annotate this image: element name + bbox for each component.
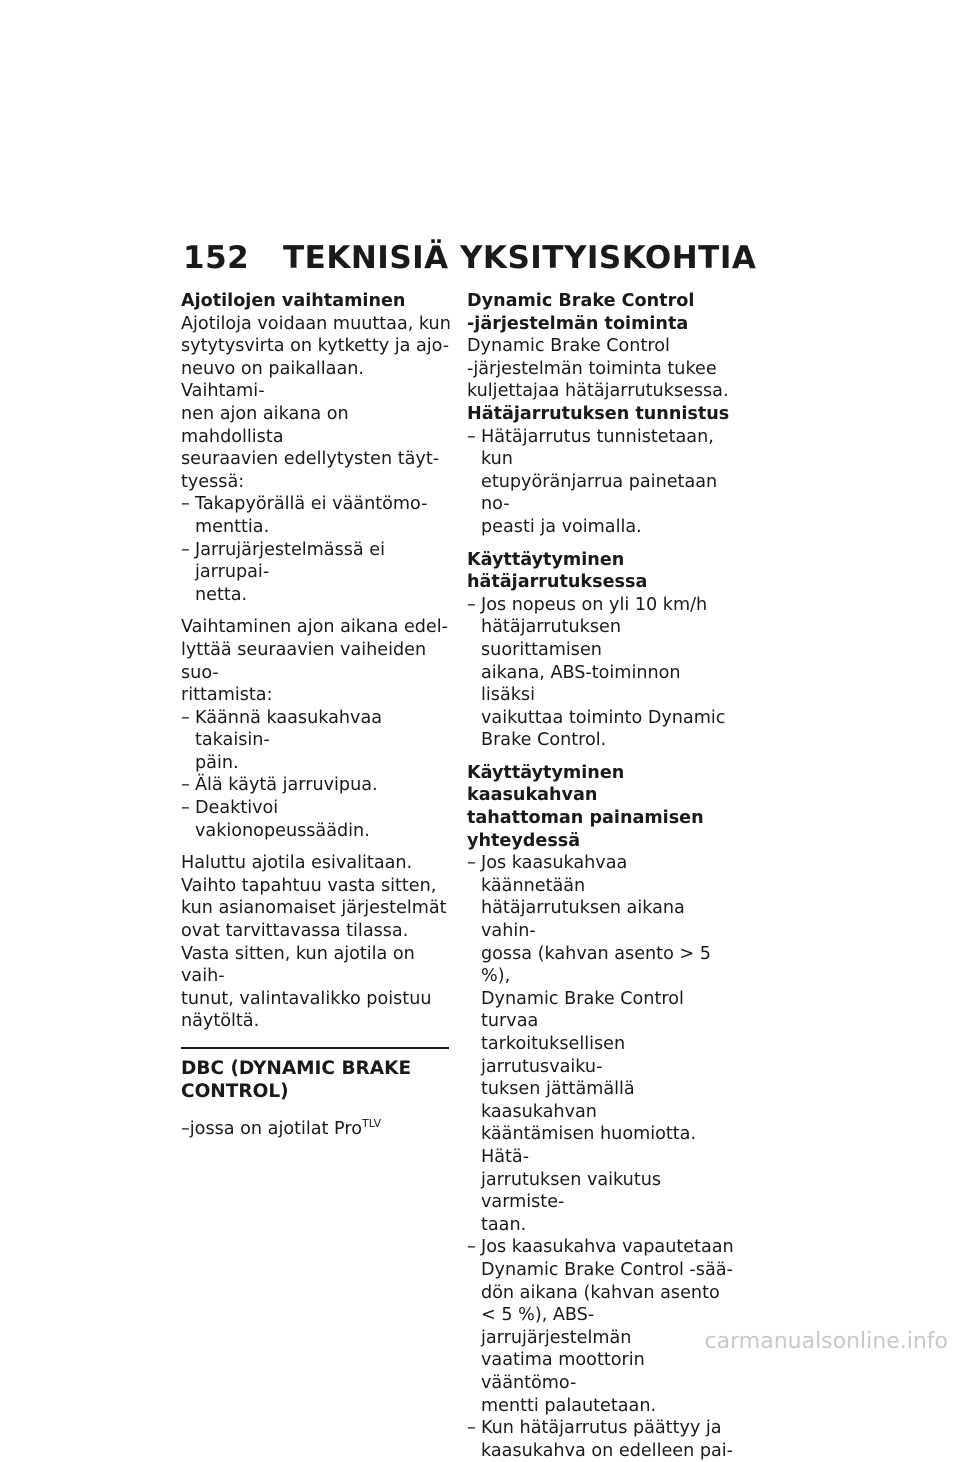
dash-item: – Kun hätäjarrutus päättyy ja kaasukahva on edelleen pai- — [467, 1417, 737, 1462]
page-number: 152 — [183, 240, 250, 276]
dash-item: – Älä käytä jarruvipua. — [181, 774, 451, 797]
para-steps: Vaihtaminen ajon aikana edel- lyttää seuraavien vaiheiden suo- rittamista: — [181, 617, 448, 706]
para-mode-change: Ajotiloja voidaan muuttaa, kun sytytysvirta on kytketty ja ajo- neuvo on paikallaan. Vaihtami- nen ajon aikana on mahdollista seuraavien edellytysten täyt- tyessä: — [181, 313, 451, 492]
para-preselect: Haluttu ajotila esivalitaan. Vaihto tapahtuu vasta sitten, kun asianomaiset järjestelmät ovat tarvittavassa tilassa. Vasta sitten, kun ajotila on vaih- tunut, valintavalikko poistuu näytöltä. — [181, 853, 447, 1032]
dash-item: – Jos nopeus on yli 10 km/h hätäjarrutuksen suorittamisen aikana, ABS-toiminnon lisäksi vaikuttaa toiminto Dynamic Brake Control. — [467, 594, 737, 752]
equipment-note-sup: TLV — [361, 1117, 382, 1130]
heading-behaviour-throttle: Käyttäytyminen kaasukahvan tahattoman painamisen yhteydessä — [467, 762, 704, 851]
dash-item: – Käännä kaasukahvaa takaisin- päin. — [181, 707, 451, 775]
left-column — [181, 290, 451, 1141]
section-title-dbc: DBC (DYNAMIC BRAKE CONTROL) — [181, 1058, 412, 1102]
dash-item: – Deaktivoi vakionopeussäädin. — [181, 797, 451, 842]
dash-item: – Hätäjarrutus tunnistetaan, kun etupyöränjarrua painetaan no- peasti ja voimalla. — [467, 426, 737, 539]
dash-item: – Jarrujärjestelmässä ei jarrupai- netta. — [181, 539, 451, 607]
section-divider — [181, 1047, 449, 1049]
dash-item: – Takapyörällä ei vääntömo- menttia. — [181, 493, 451, 538]
dash-item: – Jos kaasukahvaa käännetään hätäjarrutuksen aikana vahin- gossa (kahvan asento > 5 %), Dynamic Brake Control turvaa tarkoituksellisen jarrutusvaiku- tuksen jättämällä kaasukahvan kääntämisen huomiotta. Hätä- jarrutuksen vaikutus varmiste- taan. — [467, 852, 737, 1236]
equipment-note-text: –jossa on ajotilat Pro — [181, 1119, 362, 1139]
watermark: carmanualsonline.info — [704, 1329, 948, 1354]
page-header — [183, 240, 756, 276]
right-column — [467, 290, 737, 1462]
heading-mode-change: Ajotilojen vaihtaminen — [181, 291, 406, 311]
heading-dbc-function: Dynamic Brake Control -järjestelmän toiminta — [467, 291, 695, 334]
para-dbc-function: Dynamic Brake Control -järjestelmän toiminta tukee kuljettajaa hätäjarrutuksessa. — [467, 336, 729, 402]
dash-item: – Jos kaasukahva vapautetaan Dynamic Brake Control -sää- dön aikana (kahvan asento < 5 %), ABS-jarrujärjestelmän vaatima moottorin vääntömo- mentti palautetaan. — [467, 1236, 737, 1417]
heading-behaviour-emergency: Käyttäytyminen hätäjarrutuksessa — [467, 549, 648, 593]
page-title: TEKNISIÄ YKSITYISKOHTIA — [283, 240, 757, 276]
heading-detection: Hätäjarrutuksen tunnistus — [467, 403, 730, 424]
equipment-note — [181, 1113, 451, 1141]
